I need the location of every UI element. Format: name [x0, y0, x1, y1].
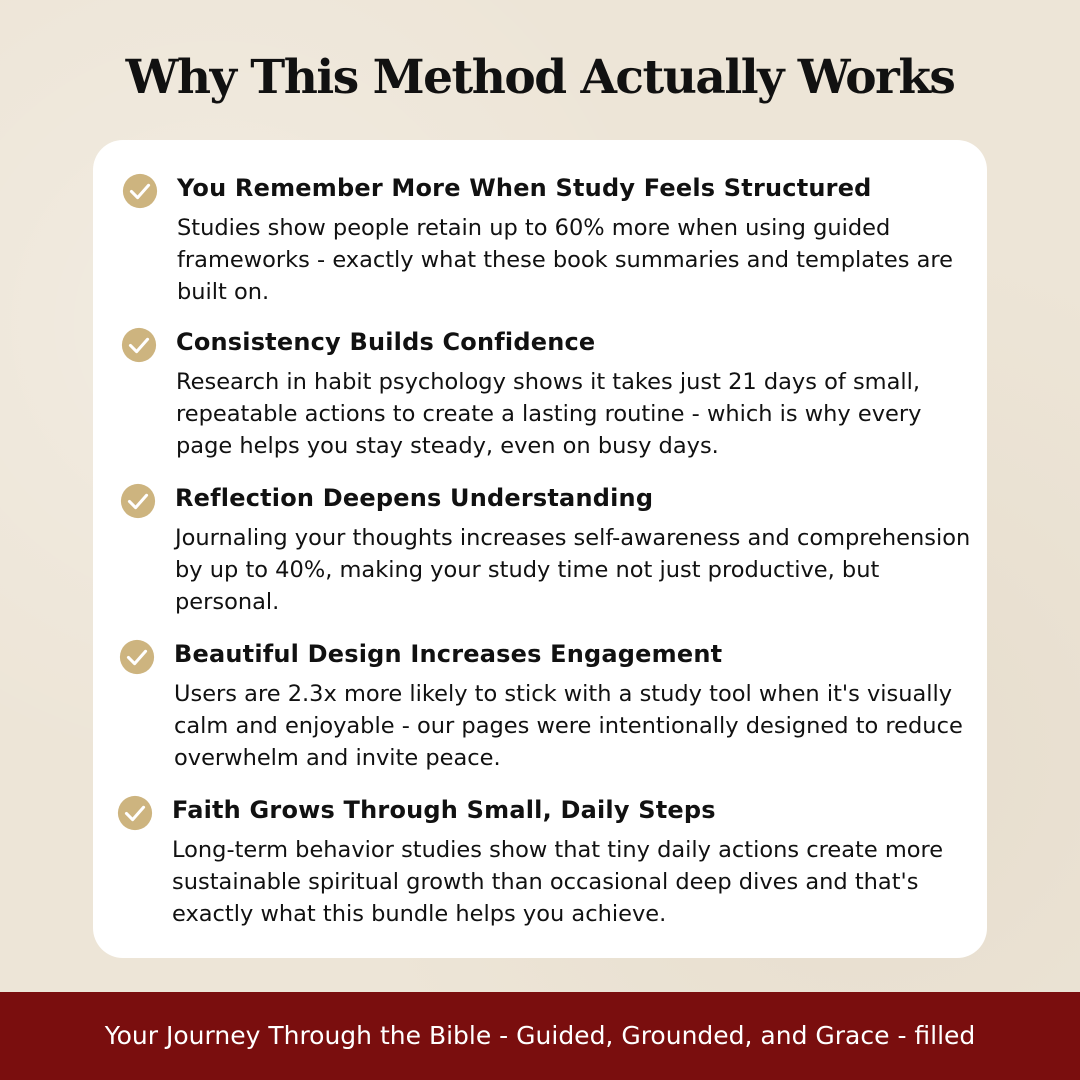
benefit-title: Consistency Builds Confidence	[176, 328, 596, 356]
footer-banner	[0, 992, 1080, 1080]
benefit-title: You Remember More When Study Feels Structured	[177, 174, 872, 202]
benefit-description: Users are 2.3x more likely to stick with a study tool when it's visually calm and enjoyable - our pages were intentionally designed to reduce overwhelm and invite peace.	[174, 681, 963, 771]
benefit-description: Journaling your thoughts increases self-awareness and comprehension by up to 40%, making your study time not just productive, but personal.	[175, 525, 971, 615]
check-badge-icon	[120, 326, 158, 364]
benefit-description: Studies show people retain up to 60% more when using guided frameworks - exactly what these book summaries and templates are built on.	[177, 215, 953, 305]
check-badge-icon	[119, 482, 157, 520]
check-badge-icon	[118, 638, 156, 676]
check-badge-icon	[121, 172, 159, 210]
benefit-title: Faith Grows Through Small, Daily Steps	[172, 796, 716, 824]
benefit-description: Research in habit psychology shows it takes just 21 days of small, repeatable actions to create a lasting routine - which is why every page helps you stay steady, even on busy days.	[176, 369, 922, 459]
benefit-title: Beautiful Design Increases Engagement	[174, 640, 723, 668]
benefit-title: Reflection Deepens Understanding	[175, 484, 654, 512]
benefit-description: Long-term behavior studies show that tiny daily actions create more sustainable spiritual growth than occasional deep dives and that's exactly what this bundle helps you achieve.	[172, 837, 944, 927]
footer-tagline: Your Journey Through the Bible - Guided, Grounded, and Grace - filled	[104, 1021, 976, 1050]
page-title: Why This Method Actually Works	[125, 50, 955, 105]
benefits-card	[93, 140, 987, 958]
check-badge-icon	[116, 794, 154, 832]
